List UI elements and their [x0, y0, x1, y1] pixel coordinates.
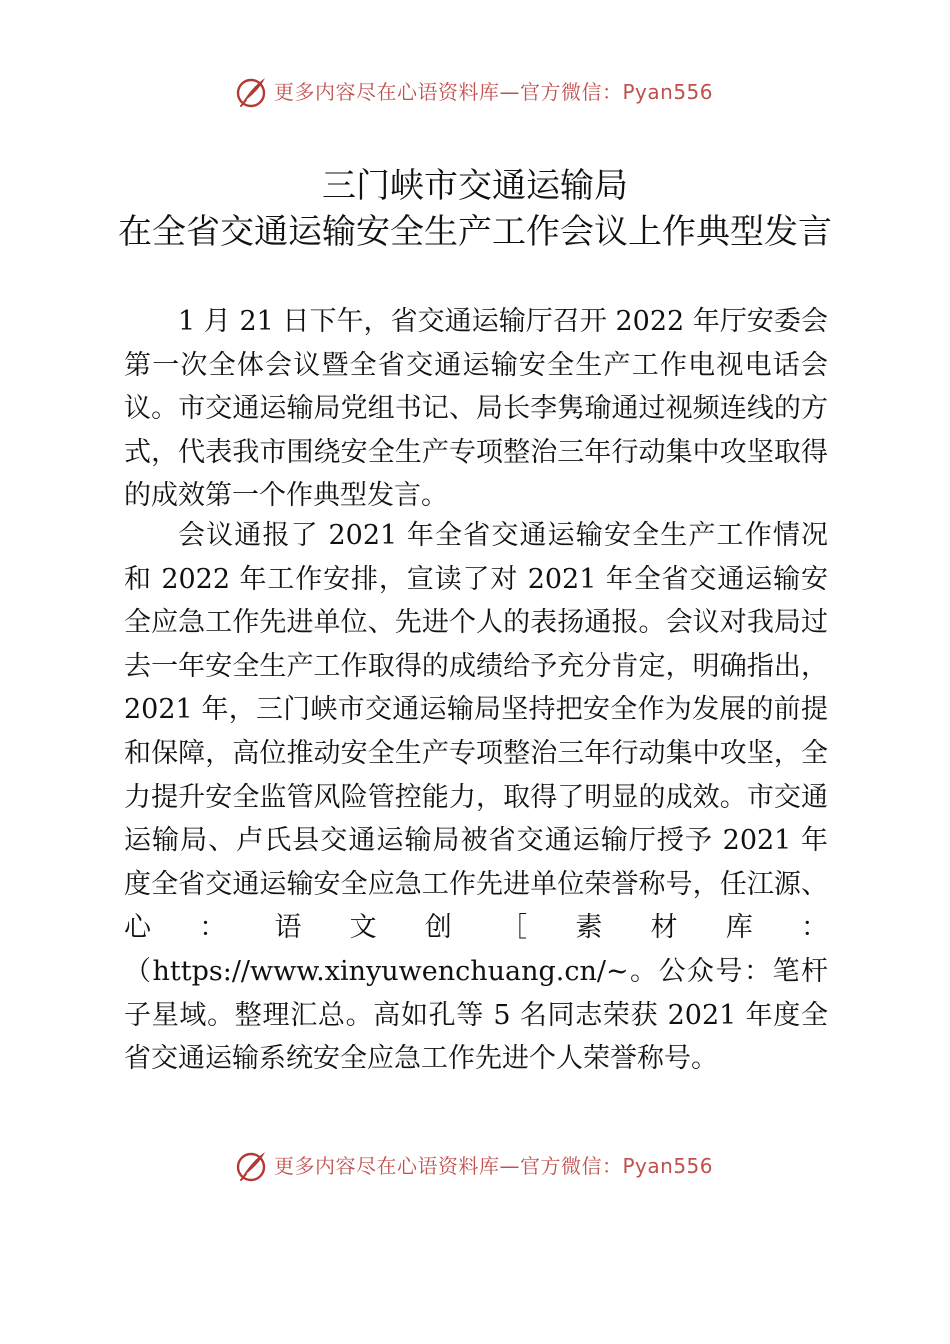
document-title-line1: 三门峡市交通运输局 [322, 166, 628, 206]
banner-text: 更多内容尽在心语资料库—官方微信：Pyan556 [274, 80, 714, 104]
body-paragraph-1: 1 月 21 日下午，省交通运输厅召开 2022 年厅安委会第一次全体会议暨全省交通运输安全生产工作电视电话会议。市交通运输局党组书记、局长李隽瑜通过视频连线的方式，代表我市围绕安全生产专项整治三年行动集中攻坚取得的成效第一个作典型发言。 [124, 306, 828, 512]
header-banner [0, 72, 950, 112]
body-paragraph-2: 会议通报了 2021 年全省交通运输安全生产工作情况和 2022 年工作安排，宣读了对 2021 年全省交通运输安全应急工作先进单位、先进个人的表扬通报。会议对我局过去一年安全生产工作取得的成绩给予充分肯定，明确指出，2021 年，三门峡市交通运输局坚持把安全作为发展的前提和保障，高位推动安全生产专项整治三年行动集中攻坚，全力提升安全监管风险管控能力，取得了明显的成效。市交通运输局、卢氏县交通运输局被省交通运输厅授予 2021 年度全省交通运输安全应急工作先进单位荣誉称号，任江源、心：语文创［素材库：（https://www.xinyuwenchuang.cn/~。公众号：笔杆子星域。整理汇总。高如孔等 5 名同志荣获 2021 年度全省交通运输系统安全应急工作先进个人荣誉称号。 [124, 520, 828, 1075]
footer-banner [0, 1146, 950, 1186]
quill-logo-icon [234, 1148, 270, 1184]
banner-text: 更多内容尽在心语资料库—官方微信：Pyan556 [274, 1154, 714, 1178]
document-title-line2: 在全省交通运输安全生产工作会议上作典型发言 [118, 212, 832, 252]
quill-logo-icon [234, 74, 270, 110]
